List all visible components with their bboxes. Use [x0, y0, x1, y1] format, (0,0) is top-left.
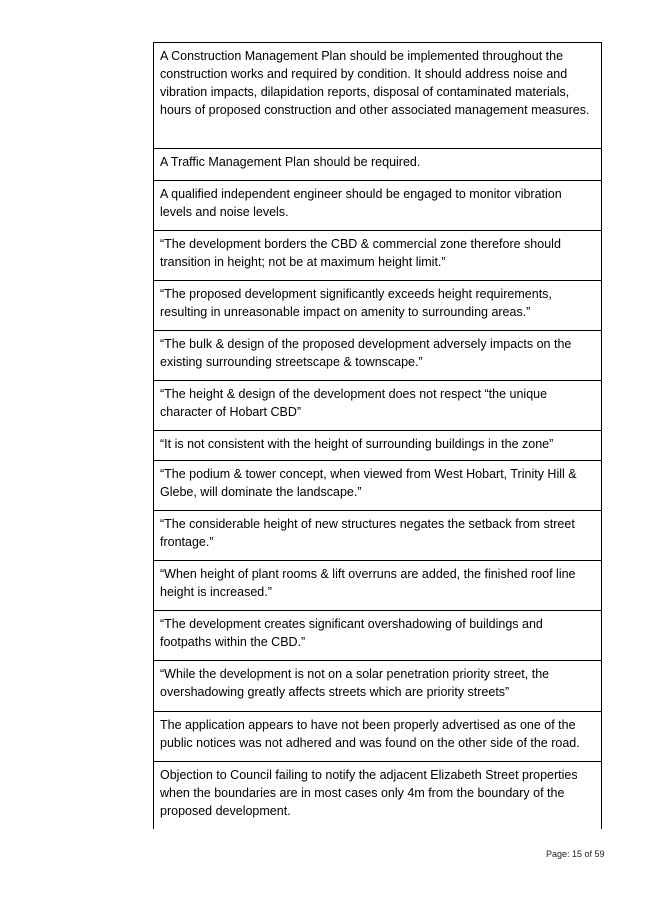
table-cell-text: “The considerable height of new structures negates the setback from street frontage.” — [160, 517, 575, 549]
comments-table — [153, 42, 602, 829]
table-cell-text: A Traffic Management Plan should be required. — [160, 155, 421, 169]
table-row — [154, 381, 601, 431]
table-cell-text: “The proposed development significantly exceeds height requirements, resulting in unreasonable impact on amenity to surrounding areas.” — [160, 287, 552, 319]
table-cell-text: “When height of plant rooms & lift overruns are added, the finished roof line height is increased.” — [160, 567, 576, 599]
table-row — [154, 43, 601, 149]
table-cell-text: “The development borders the CBD & commercial zone therefore should transition in height; not be at maximum height limit.” — [160, 237, 561, 269]
table-cell-text: “While the development is not on a solar penetration priority street, the overshadowing greatly affects streets which are priority streets” — [160, 667, 550, 699]
table-cell-text: “The bulk & design of the proposed development adversely impacts on the existing surrounding streetscape & townscape.” — [160, 337, 572, 369]
table-row — [154, 561, 601, 611]
table-row — [154, 661, 601, 712]
table-row — [154, 331, 601, 381]
table-row — [154, 231, 601, 281]
table-row — [154, 461, 601, 511]
table-cell-text: “The development creates significant overshadowing of buildings and footpaths within the CBD.” — [160, 617, 543, 649]
table-cell-text: Objection to Council failing to notify the adjacent Elizabeth Street properties when the boundaries are in most cases only 4m from the boundary of the proposed development. — [160, 768, 578, 818]
table-row — [154, 149, 601, 181]
table-row — [154, 762, 601, 829]
table-row — [154, 431, 601, 461]
table-cell-text: The application appears to have not been properly advertised as one of the public notices was not adhered and was found on the other side of the road. — [160, 718, 580, 750]
table-cell-text: A Construction Management Plan should be implemented throughout the construction works and required by condition. It should address noise and vibration impacts, dilapidation reports, disposal of contaminated materials, hours of proposed construction and other associated management measures. — [160, 49, 590, 117]
table-cell-text: “The podium & tower concept, when viewed from West Hobart, Trinity Hill & Glebe, will dominate the landscape.” — [160, 467, 577, 499]
table-cell-text: “It is not consistent with the height of surrounding buildings in the zone” — [160, 437, 554, 451]
table-row — [154, 181, 601, 231]
table-row — [154, 281, 601, 331]
table-row — [154, 611, 601, 661]
table-cell-text: “The height & design of the development does not respect “the unique character of Hobart CBD” — [160, 387, 548, 419]
table-row — [154, 712, 601, 762]
table-row — [154, 511, 601, 561]
page-number: Page: 15 of 59 — [546, 849, 605, 859]
table-cell-text: A qualified independent engineer should be engaged to monitor vibration levels and noise levels. — [160, 187, 562, 219]
